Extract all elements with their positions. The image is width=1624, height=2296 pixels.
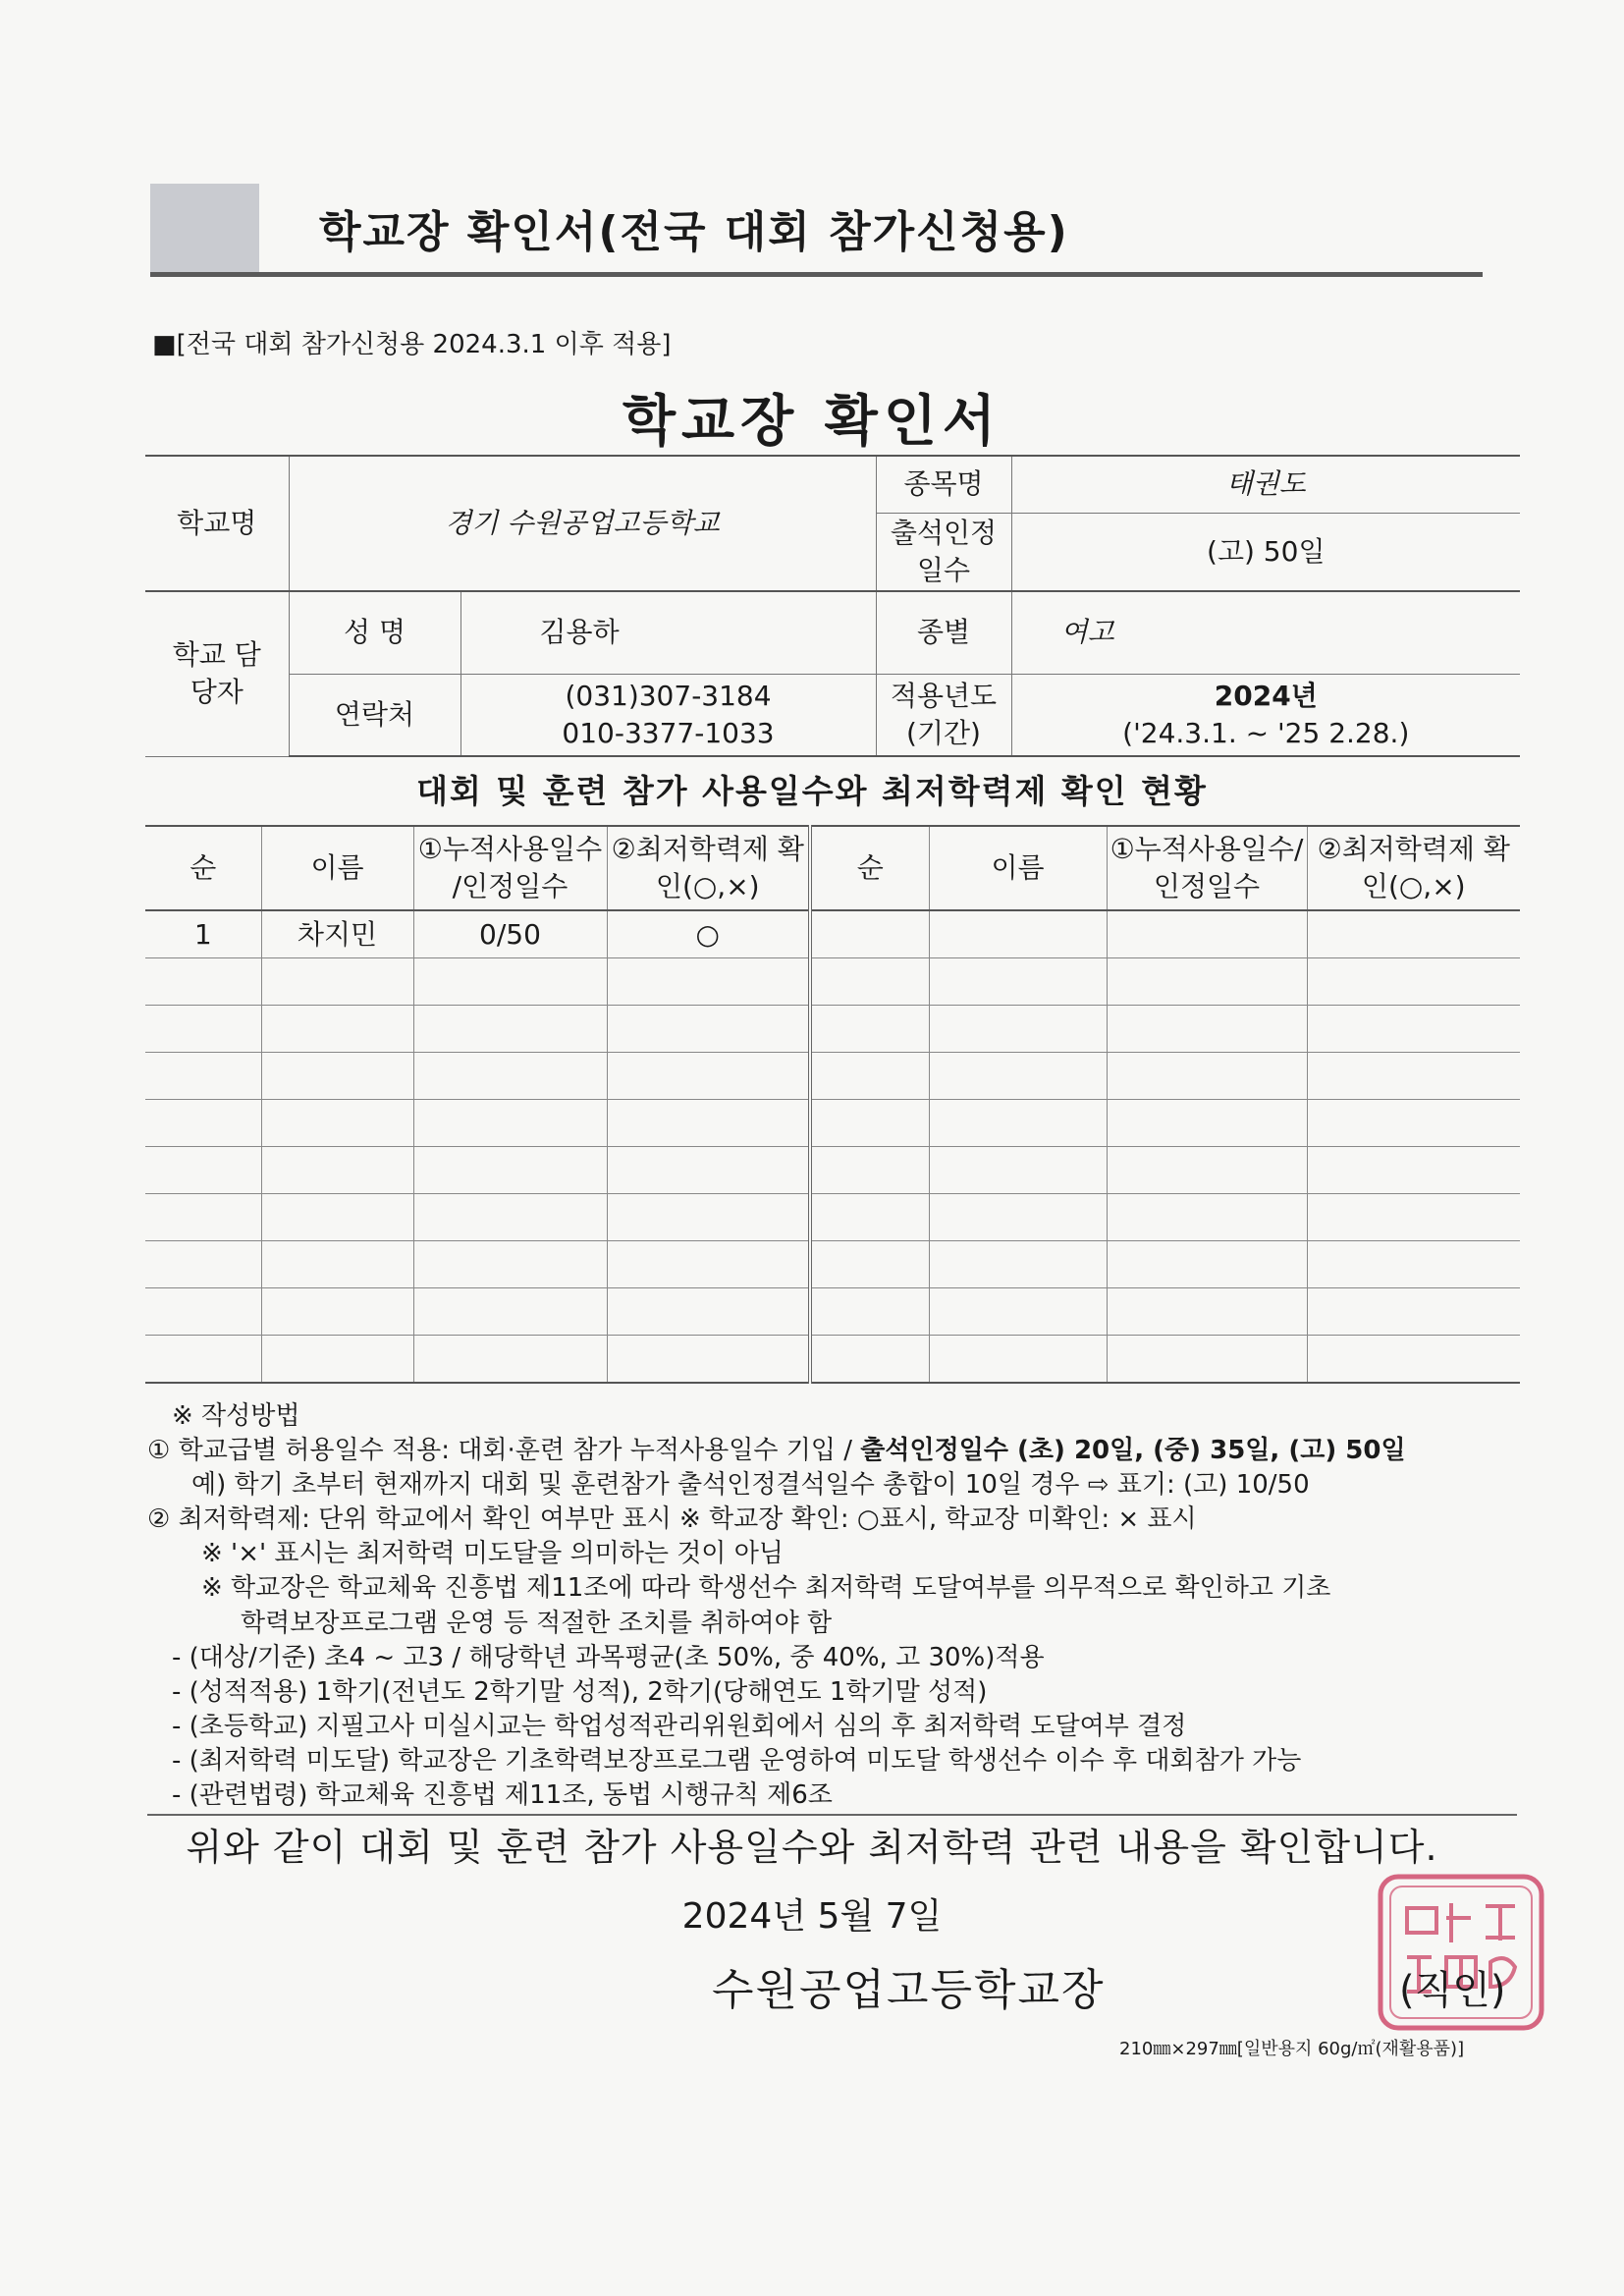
cell-no [145,1147,261,1194]
cell-name-2 [929,1336,1107,1384]
cell-days [413,1194,607,1241]
confirmation-statement: 위와 같이 대회 및 훈련 참가 사용일수와 최저학력 관련 내용을 확인합니다. [186,1826,1438,1869]
year-period: ('24.3.1. ~ '25 2.28.) [1122,716,1410,749]
cell-academic [607,1336,810,1384]
cell-academic [607,1053,810,1100]
attend-value: (고) 50일 [1011,513,1520,591]
detail-4: - (최저학력 미도달) 학교장은 기초학력보장프로그램 운영하여 미도달 학생선수 이수 후 대회참가 가능 [172,1745,1302,1776]
manager-label: 학교 담당자 [145,591,289,756]
cell-no-2 [810,1053,929,1100]
participant-table [145,825,1520,1384]
cell-academic-2 [1307,1336,1520,1384]
year-text: 2024년 [1214,679,1318,712]
cell-no-2 [810,910,929,958]
cell-no-2 [810,1147,929,1194]
cell-academic: ○ [607,910,810,958]
note-4: ※ 학교장은 학교체육 진흥법 제11조에 따라 학생선수 최저학력 도달여부를 의무적으로 확인하고 기초 [201,1573,1331,1604]
cell-no [145,1053,261,1100]
cell-academic-2 [1307,1241,1520,1288]
cell-no-2 [810,1006,929,1053]
note-1-bold: 출석인정일수 (초) 20일, (중) 35일, (고) 50일 [860,1436,1406,1466]
cell-name-2 [929,910,1107,958]
info-table [145,455,1520,757]
cell-days-2 [1107,1194,1307,1241]
cell-days-2 [1107,1053,1307,1100]
cell-academic-2 [1307,1006,1520,1053]
cell-name-2 [929,1241,1107,1288]
instructions [147,1399,1522,1813]
table-row [145,1147,1520,1194]
cell-academic [607,1241,810,1288]
cell-academic [607,1194,810,1241]
cell-days: 0/50 [413,910,607,958]
col-header-academic: ②최저학력제 확인(○,×) [607,826,810,910]
table-row [145,1194,1520,1241]
cell-no-2 [810,1336,929,1384]
notes-title: ※ 작성방법 [172,1401,300,1431]
cell-no [145,1100,261,1147]
school-label: 학교명 [145,456,289,591]
table-row [145,1053,1520,1100]
table-row [145,958,1520,1006]
cell-academic-2 [1307,1147,1520,1194]
cell-no-2 [810,1100,929,1147]
col-header-no-2: 순 [810,826,929,910]
cell-name-2 [929,1288,1107,1336]
name-value: 김용하 [460,591,876,674]
cell-days-2 [1107,1336,1307,1384]
seal-label: (직인) [1399,1968,1506,2013]
cell-name-2 [929,1194,1107,1241]
header-rule [150,272,1483,277]
cell-name [261,1053,413,1100]
form-subheader: ■[전국 대회 참가신청용 2024.3.1 이후 적용] [152,330,672,359]
cell-academic-2 [1307,910,1520,958]
note-1-example: 예) 학기 초부터 현재까지 대회 및 훈련참가 출석인정결석일수 총합이 10일 경우 ⇨ 표기: (고) 10/50 [191,1470,1310,1501]
cell-days-2 [1107,910,1307,958]
cell-days [413,1288,607,1336]
principal-signature: 수원공업고등학교장 [712,1965,1106,2015]
cell-academic [607,958,810,1006]
detail-2: - (성적적용) 1학기(전년도 2학기말 성적), 2학기(당해연도 1학기말 성적) [172,1676,988,1707]
cell-academic-2 [1307,958,1520,1006]
cell-days-2 [1107,958,1307,1006]
year-value [1011,674,1520,756]
cell-days-2 [1107,1006,1307,1053]
col-header-days: ①누적사용일수 /인정일수 [413,826,607,910]
cell-no [145,1288,261,1336]
name-label: 성 명 [289,591,460,674]
detail-3: - (초등학교) 지필고사 미실시교는 학업성적관리위원회에서 심의 후 최저학력 도달여부 결정 [172,1711,1187,1741]
cell-no [145,958,261,1006]
contact-phone-mobile: 010-3377-1033 [562,716,775,749]
table-row [145,1241,1520,1288]
contact-value [460,674,876,756]
detail-5: - (관련법령) 학교체육 진흥법 제11조, 동법 시행규칙 제6조 [172,1780,833,1811]
cell-academic-2 [1307,1100,1520,1147]
cell-days [413,1336,607,1384]
cell-days-2 [1107,1147,1307,1194]
cell-name-2 [929,1053,1107,1100]
cell-name-2 [929,1147,1107,1194]
cell-no [145,1336,261,1384]
note-3: ※ '×' 표시는 최저학력 미도달을 의미하는 것이 아님 [201,1539,784,1569]
col-header-no: 순 [145,826,261,910]
page-title: 학교장 확인서 [622,390,1002,454]
table-row [145,910,1520,958]
cell-no: 1 [145,910,261,958]
cell-name [261,1241,413,1288]
note-2: ② 최저학력제: 단위 학교에서 확인 여부만 표시 ※ 학교장 확인: ○표시, 학교장 미확인: × 표시 [147,1504,1197,1535]
issue-date: 2024년 5월 7일 [681,1896,943,1937]
cell-no [145,1006,261,1053]
cell-name [261,1194,413,1241]
cell-days [413,958,607,1006]
cell-no-2 [810,1241,929,1288]
table-row [145,1100,1520,1147]
cell-academic [607,1147,810,1194]
cell-academic-2 [1307,1053,1520,1100]
year-label: 적용년도 (기간) [876,674,1011,756]
cell-days [413,1053,607,1100]
cell-name [261,958,413,1006]
cell-no [145,1194,261,1241]
cell-no-2 [810,1288,929,1336]
cell-name-2 [929,1006,1107,1053]
cell-days [413,1100,607,1147]
note-1 [147,1434,1522,1468]
paper-spec: 210㎜×297㎜[일반용지 60g/㎡(재활용품)] [1119,2039,1465,2059]
type-value: 여고 [1011,591,1520,674]
cell-days-2 [1107,1241,1307,1288]
contact-label: 연락처 [289,674,460,756]
cell-academic [607,1006,810,1053]
table-row [145,1336,1520,1384]
col-header-name-2: 이름 [929,826,1107,910]
cell-name-2 [929,958,1107,1006]
cell-academic-2 [1307,1194,1520,1241]
cell-academic-2 [1307,1288,1520,1336]
type-label: 종별 [876,591,1011,674]
cell-days-2 [1107,1288,1307,1336]
attend-label: 출석인정 일수 [876,513,1011,591]
cell-no-2 [810,1194,929,1241]
document-header-title: 학교장 확인서(전국 대회 참가신청용) [319,207,1069,257]
cell-name: 차지민 [261,910,413,958]
cell-days [413,1241,607,1288]
table-row [145,1006,1520,1053]
cell-academic [607,1100,810,1147]
section-title: 대회 및 훈련 참가 사용일수와 최저학력제 확인 현황 [416,772,1208,810]
col-header-name: 이름 [261,826,413,910]
cell-name [261,1006,413,1053]
col-header-days-2: ①누적사용일수/ 인정일수 [1107,826,1307,910]
cell-name [261,1336,413,1384]
sport-label: 종목명 [876,456,1011,513]
note-1-text: ① 학교급별 허용일수 적용: 대회·훈련 참가 누적사용일수 기입 / [147,1436,861,1466]
cell-name [261,1288,413,1336]
table-row [145,1288,1520,1336]
cell-days-2 [1107,1100,1307,1147]
notes-rule [147,1814,1517,1816]
contact-phone-office: (031)307-3184 [565,679,772,712]
cell-name [261,1100,413,1147]
col-header-academic-2: ②최저학력제 확인(○,×) [1307,826,1520,910]
note-4-cont: 학력보장프로그램 운영 등 적절한 조치를 취하여야 함 [241,1608,833,1638]
cell-days [413,1006,607,1053]
header-accent-box [150,184,259,272]
detail-1: - (대상/기준) 초4 ~ 고3 / 해당학년 과목평균(초 50%, 중 40%, 고 30%)적용 [172,1642,1045,1672]
school-value: 경기 수원공업고등학교 [289,456,876,591]
cell-name-2 [929,1100,1107,1147]
cell-no [145,1241,261,1288]
cell-name [261,1147,413,1194]
cell-academic [607,1288,810,1336]
cell-days [413,1147,607,1194]
cell-no-2 [810,958,929,1006]
sport-value: 태권도 [1011,456,1520,513]
